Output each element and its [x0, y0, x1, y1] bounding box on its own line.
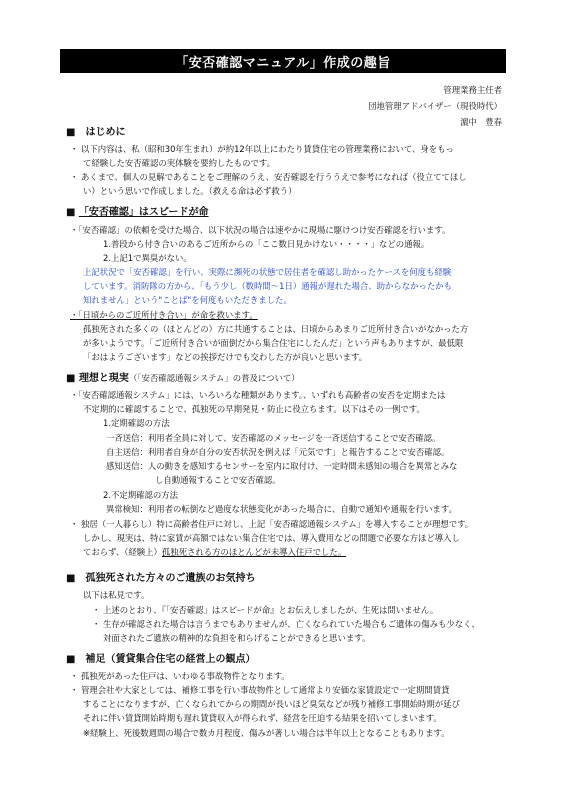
section-heading-intro: ■ はじめに: [66, 127, 126, 138]
speed-line-7: ・「日頃からのご近所付き合い」が命を救います。: [70, 310, 258, 320]
system-line-7: し自動通報することで安否確認。: [155, 475, 281, 485]
system-line-12-lead: ておらず、（経験上）: [83, 547, 162, 557]
supplement-line-2: ・ 管理会社や大家としては、補修工事を行い事故物件として通常より安価な家賃設定で一定期間賃貸: [70, 685, 450, 695]
intro-bullet-2-line-2: い）という思いで作成しました。（救える命は必ず救う）: [83, 186, 297, 196]
intro-bullet-1-line-1: ・ 以下内容は、私（昭和30年生まれ）が約12年以上にわたり賃貸住宅の管理業務において、身をもっ: [70, 144, 454, 154]
speed-line-3: 2.上記1で異臭がない。: [103, 253, 192, 263]
supplement-line-1: ・ 孤独死があった住戸は、いわゆる事故物件となります。: [70, 671, 290, 681]
system-line-1: ・「安否確認通報システム」には、いろいろな種類があります。、いずれも高齢者の安否を定期または: [70, 390, 446, 400]
heading-text: 「安否確認」はスピードが命: [78, 207, 209, 218]
heading-subtext: （「安否確認通報システム」の普及について）: [128, 373, 300, 383]
system-line-11: しかし、現実は、特に家賃が高額ではない集合住宅では、導入費用などの問題で必要な方ほど導入し: [83, 533, 460, 543]
speed-line-8: 孤独死された多くの（ほとんどの）方に共通することは、日頃からあまりご近所付き合いがなかった方: [83, 324, 469, 334]
heading-marker: ■: [66, 207, 76, 218]
author-title-1: 管理業務主任者: [443, 85, 502, 95]
speed-line-5: しています。消防隊の方から、「もう少し（数時間～1日）通報が遅れた場合、助からなかったかも: [83, 281, 452, 291]
speed-line-4: 上記状況で「安否確認」を行い、実際に瀕死の状態で居住者を確認し助かったケースを何度も経験: [83, 267, 452, 277]
intro-bullet-1-line-2: て経験した安否確認の実体験を要約したものです。: [83, 158, 275, 168]
system-line-2: 不定期的に確認することで、孤独死の早期発見・防止に役立ちます。以下はその一例です。: [83, 404, 425, 414]
supplement-line-4: それに伴い賃貸開始時期も遅れ賃貸収入が得られず、経営を圧迫する結果を招いてしまいます。: [83, 713, 442, 723]
system-line-8: 2.不定期確認の方法: [103, 490, 178, 500]
author-block: [368, 82, 502, 130]
section-heading-bereaved: ■ 孤独死された方々のご遺族のお気持ち: [66, 573, 256, 584]
system-line-5: 自主送信：利用者自身が自分の安否状況を例えば「元気です」と報告することで安否確認。: [106, 447, 450, 457]
system-line-12: [83, 546, 346, 558]
section-heading-speed: [66, 207, 209, 219]
supplement-line-5: ※経験上、死後数週間の場合で数カ月程度、傷みが著しい場合は半年以上となることもあります。: [83, 728, 450, 738]
section-heading-ideal-reality: [66, 372, 300, 385]
speed-line-9: が多いようです。「ご近所付き合いが面倒だから集合住宅にしたんだ」という声もありますが、最低限: [83, 338, 464, 348]
document-title: 「安否確認マニュアル」作成の趣旨: [60, 49, 506, 73]
author-title-2: 団地管理アドバイザー（現役時代）: [368, 101, 502, 111]
system-line-6: 感知送信：人の動きを感知するセンサーを室内に取付け、一定時間未感知の場合を異常とみな: [106, 461, 458, 471]
bereaved-line-2: ・ 上述のとおり、『「安否確認」はスピードが命』とお伝えしましたが、生死は問いません。: [92, 605, 439, 615]
system-line-10: ・ 独居（一人暮らし）特に高齢者住戸に対し、上記「安否確認通報システム」を導入することが理想です。: [70, 519, 474, 529]
system-line-4: 一斉送信：利用者全員に対して、安否確認のメッセージを一斉送信することで安否確認。: [106, 433, 441, 443]
intro-bullet-2-line-1: ・ あくまで、個人の見解であることをご理解のうえ、安否確認を行ううえで参考になれば（役立ててほし: [70, 172, 467, 182]
speed-line-6: 知れません」という"ことば"を何度もいただきました。: [83, 295, 292, 305]
heading-marker: ■: [66, 373, 76, 384]
speed-line-1: ・「安否確認」の依頼を受けた場合、以下状況の場合は速やかに現場に駆けつけ安否確認を行います。: [70, 225, 451, 235]
bereaved-line-4: 対面されたご遺族の精神的な負担を和らげることができると思います。: [103, 633, 371, 643]
speed-line-2: 1.普段から付き合いのあるご近所からの「ここ数日見かけない・・・・」などの通報。: [103, 239, 430, 249]
system-line-3: 1.定期確認の方法: [103, 418, 170, 428]
bereaved-line-1: 以下は私見です。: [83, 590, 150, 600]
author-name: 濵中 豊春: [460, 117, 502, 127]
supplement-line-3: することになりますが、亡くなられてからの期間が長いほど臭気などが残り補修工事開始時期が延び: [83, 699, 460, 709]
bereaved-line-3: ・ 生存が確認された場合は言うまでもありませんが、亡くなられていた場合もご遺体の傷みも少なく、: [92, 619, 480, 629]
section-heading-supplement: ■ 補足（賃貸集合住宅の経営上の観点）: [66, 654, 256, 665]
system-line-12-emphasis: 孤独死される方のほとんどが未導入住戸でした。: [161, 547, 347, 557]
system-line-9: 異常検知：利用者の転倒など過度な状態変化があった場合に、自動で通知や通報を行います。: [106, 504, 457, 514]
heading-text: 理想と現実: [78, 373, 129, 384]
speed-line-10: 「おはようございます」などの挨拶だけでも交わした方が良いと思います。: [83, 352, 368, 362]
